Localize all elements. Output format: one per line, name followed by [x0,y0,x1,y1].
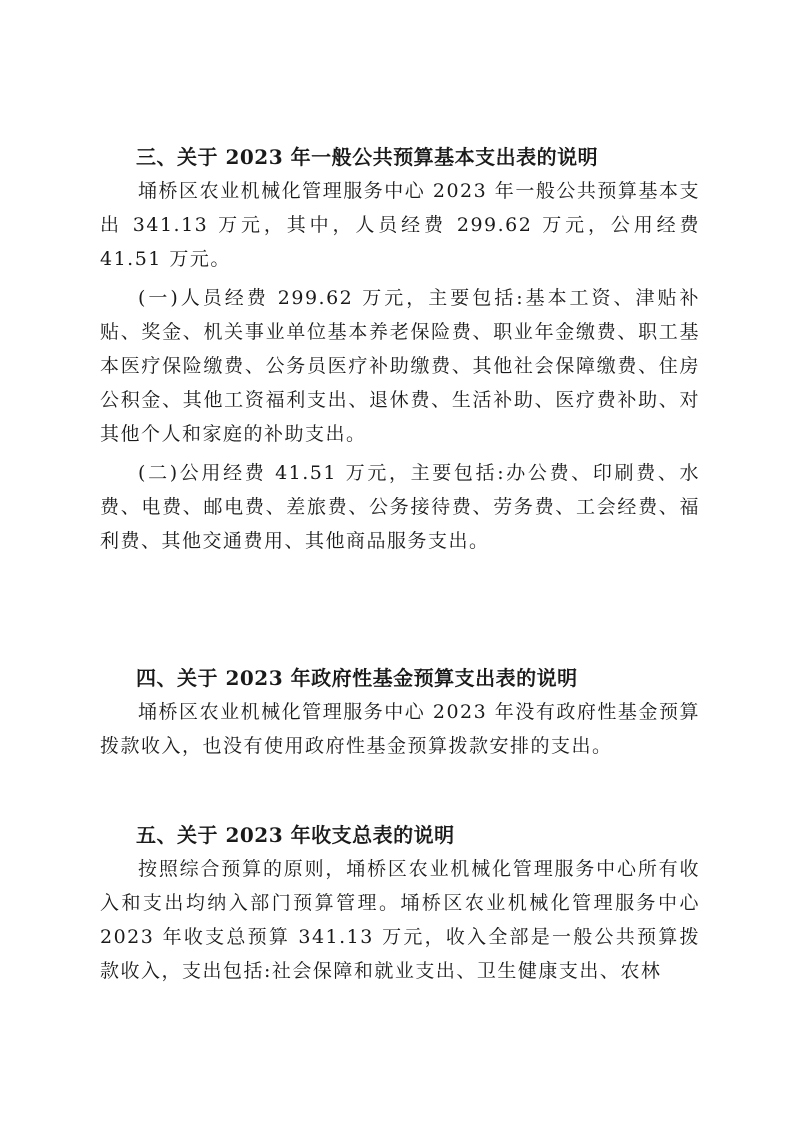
section-5 [100,818,700,988]
section-3-paragraph-1: 埇桥区农业机械化管理服务中心 2023 年一般公共预算基本支出 341.13 万元，其中，人员经费 299.62 万元，公用经费 41.51 万元。 [100,180,700,270]
section-5-paragraph-1: 按照综合预算的原则，埇桥区农业机械化管理服务中心所有收入和支出均纳入部门预算管理。埇桥区农业机械化管理服务中心 2023 年收支总预算 341.13 万元，收入全部是一般公共预算拨款收入，支出包括:社会保障和就业支出、卫生健康支出、农林 [100,858,700,982]
section-4-paragraph-1: 埇桥区农业机械化管理服务中心 2023 年没有政府性基金预算拨款收入，也没有使用政府性基金预算拨款安排的支出。 [100,701,700,757]
section-5-heading: 五、关于 2023 年收支总表的说明 [136,823,455,847]
section-4 [100,661,700,763]
section-3-paragraph-2: (一)人员经费 299.62 万元，主要包括:基本工资、津贴补贴、奖金、机关事业单位基本养老保险费、职业年金缴费、职工基本医疗保险缴费、公务员医疗补助缴费、其他社会保障缴费、住房公积金、其他工资福利支出、退休费、生活补助、医疗费补助、对其他个人和家庭的补助支出。 [100,287,700,445]
section-3-heading: 三、关于 2023 年一般公共预算基本支出表的说明 [136,145,599,169]
section-3-paragraph-3: (二)公用经费 41.51 万元，主要包括:办公费、印刷费、水费、电费、邮电费、差旅费、公务接待费、劳务费、工会经费、福利费、其他交通费用、其他商品服务支出。 [100,462,700,552]
section-3 [100,140,700,558]
section-4-heading: 四、关于 2023 年政府性基金预算支出表的说明 [136,666,578,690]
